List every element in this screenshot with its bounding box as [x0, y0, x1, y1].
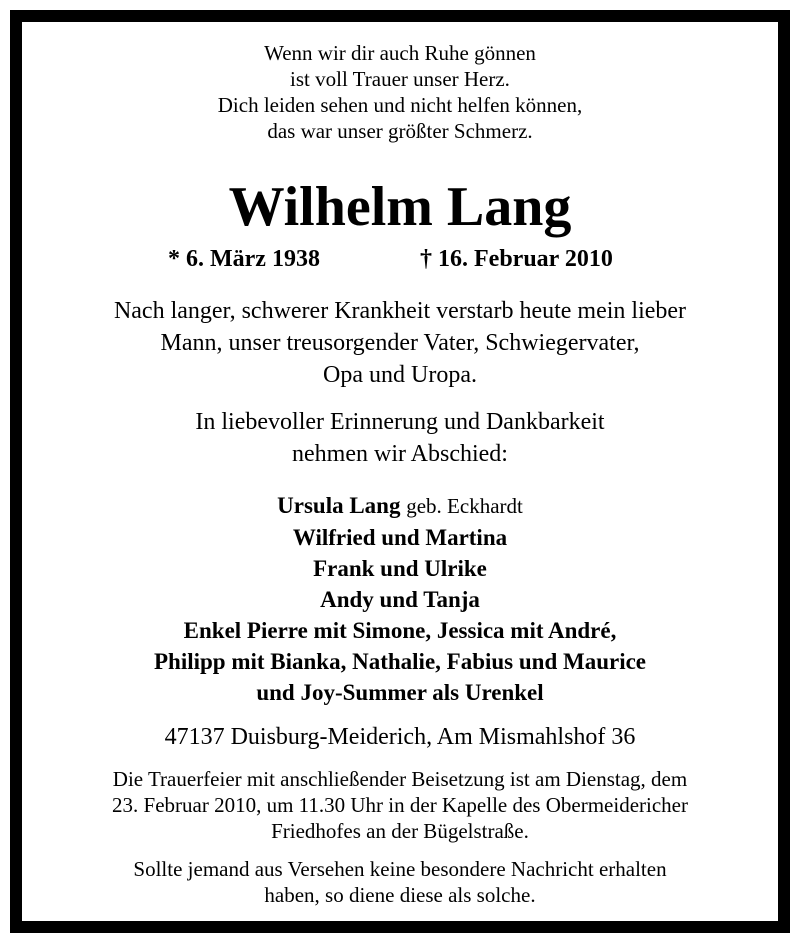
farewell	[0, 406, 800, 470]
deceased-name: Wilhelm Lang	[228, 176, 572, 238]
poem-line: Wenn wir dir auch Ruhe gönnen	[264, 41, 536, 65]
poem-line: Dich leiden sehen und nicht helfen können,	[217, 93, 583, 117]
family-line: Andy und Tanja	[320, 587, 480, 612]
family-line: und Joy-Summer als Urenkel	[256, 680, 544, 705]
announcement	[0, 295, 800, 391]
announcement-line: Nach langer, schwerer Krankheit verstarb heute mein lieber	[113, 298, 687, 324]
poem	[0, 40, 800, 144]
farewell-line: In liebevoller Erinnerung und Dankbarkeit	[195, 409, 605, 435]
notice-line: Sollte jemand aus Versehen keine besondere Nachricht erhalten	[133, 857, 667, 881]
funeral-info	[0, 766, 800, 844]
address: 47137 Duisburg-Meiderich, Am Mismahlshof 36	[164, 724, 636, 750]
family-line: Philipp mit Bianka, Nathalie, Fabius und Maurice	[153, 649, 647, 674]
widow-line	[0, 490, 800, 522]
farewell-line: nehmen wir Abschied:	[292, 441, 508, 467]
funeral-line: Friedhofes an der Bügelstraße.	[271, 819, 529, 843]
life-dates	[0, 246, 800, 276]
notice	[0, 856, 800, 908]
family-list	[0, 490, 800, 708]
birth-date: * 6. März 1938	[168, 246, 320, 272]
funeral-line: Die Trauerfeier mit anschließender Beisetzung ist am Dienstag, dem	[112, 767, 688, 791]
death-date: † 16. Februar 2010	[420, 246, 613, 272]
notice-line: haben, so diene diese als solche.	[264, 883, 536, 907]
widow-maiden-name: geb. Eckhardt	[406, 494, 523, 518]
poem-line: das war unser größter Schmerz.	[267, 119, 533, 143]
poem-line: ist voll Trauer unser Herz.	[290, 67, 510, 91]
family-line: Wilfried und Martina	[292, 525, 508, 550]
announcement-line: Opa und Uropa.	[323, 362, 477, 388]
family-line: Enkel Pierre mit Simone, Jessica mit André,	[183, 618, 617, 643]
announcement-line: Mann, unser treusorgender Vater, Schwiegervater,	[160, 330, 640, 356]
family-line: Frank und Ulrike	[313, 556, 487, 581]
widow-name: Ursula Lang	[277, 493, 401, 518]
funeral-line: 23. Februar 2010, um 11.30 Uhr in der Kapelle des Obermeidericher	[112, 793, 688, 817]
